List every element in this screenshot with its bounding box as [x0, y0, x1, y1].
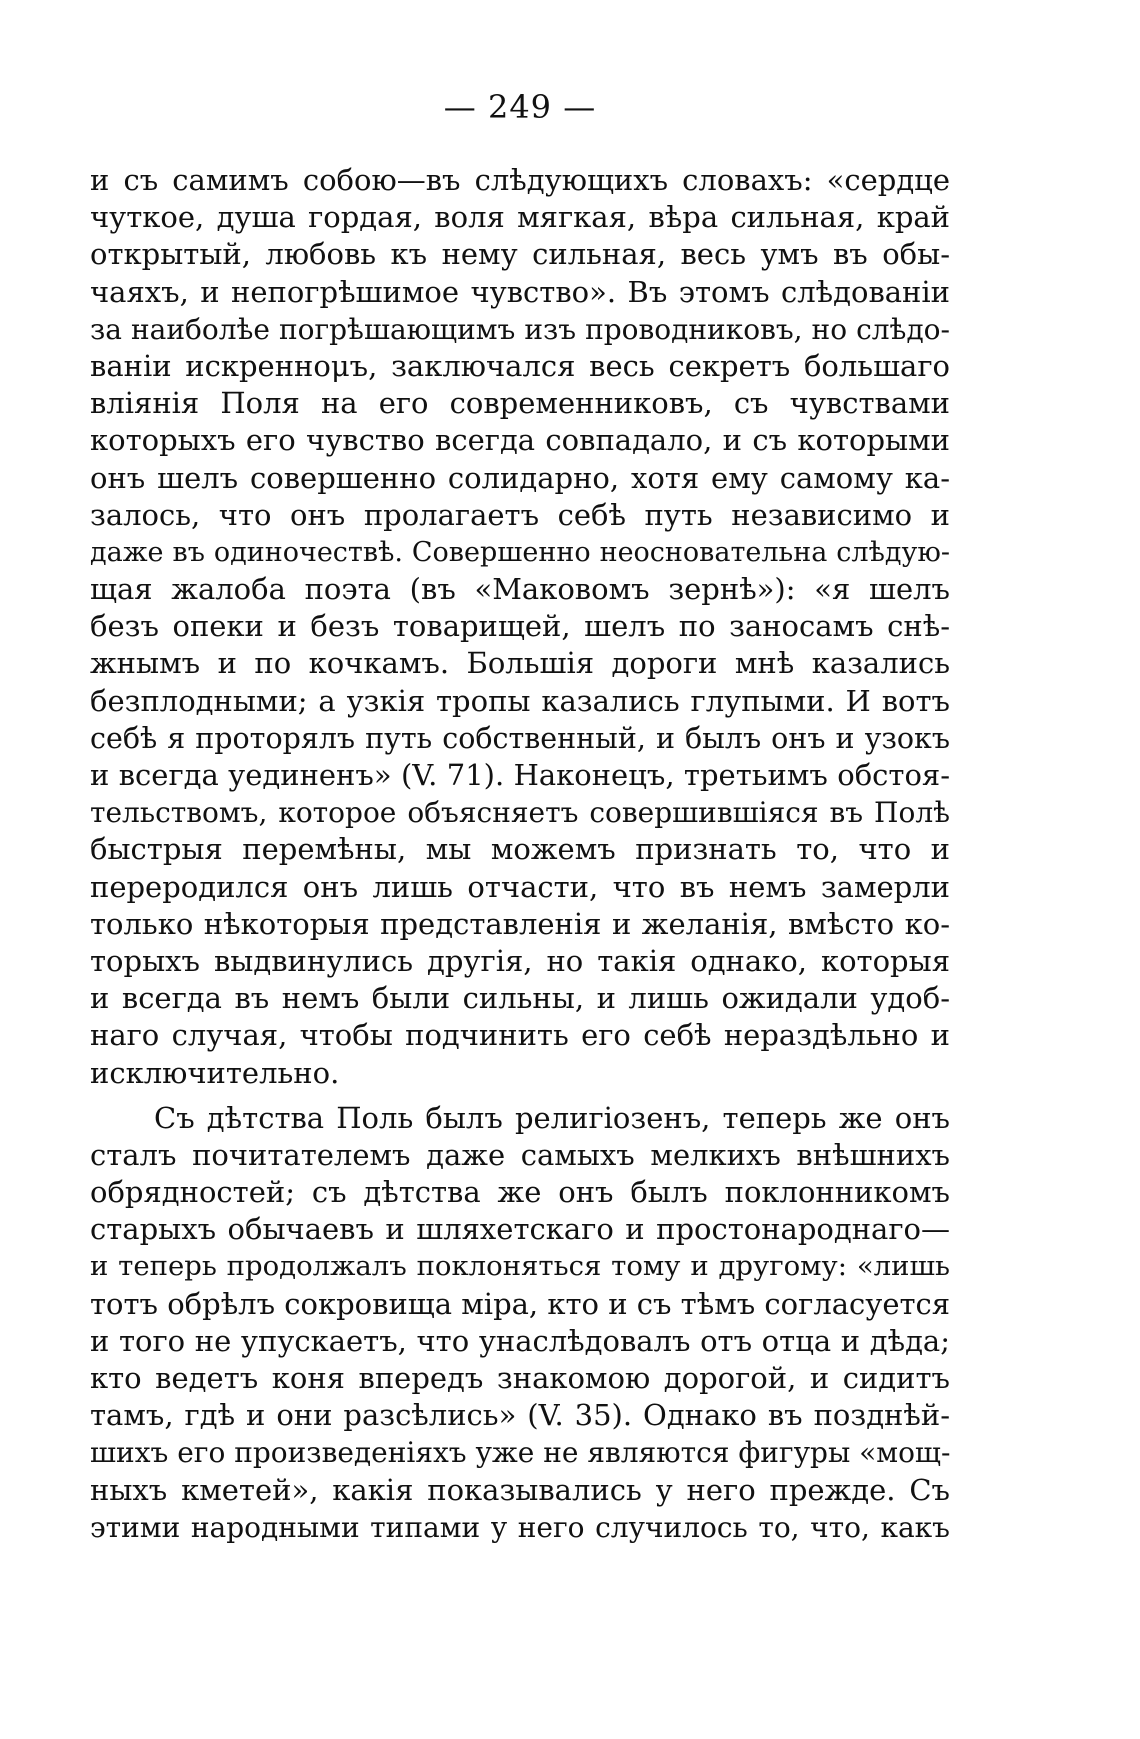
text-line: чуткое, душа гордая, воля мягкая, вѣра сильная, край: [90, 200, 950, 235]
text-line: тельствомъ, которое объясняетъ совершившіяся въ Полѣ: [90, 796, 950, 830]
book-page: [90, 0, 950, 1739]
body-text: [90, 162, 950, 1546]
text-line: вліянія Поля на его современниковъ, съ чувствами: [90, 386, 950, 421]
text-line: сталъ почитателемъ даже самыхъ мелкихъ внѣшнихъ: [90, 1137, 950, 1172]
text-line: чаяхъ, и непогрѣшимое чувство». Въ этомъ слѣдованіи: [90, 274, 950, 309]
text-line: переродился онъ лишь отчасти, что въ немъ замерли: [90, 869, 950, 904]
text-line: исключительно.: [90, 1055, 340, 1090]
text-line: торыхъ выдвинулись другія, но такія однако, которыя: [90, 943, 950, 978]
paragraph-gap: [90, 1092, 950, 1100]
text-line: себѣ я проторялъ путь собственный, и былъ онъ и узокъ: [90, 721, 950, 755]
text-line: наго случая, чтобы подчинить его себѣ нераздѣльно и: [90, 1018, 950, 1053]
paragraph-2: [90, 1100, 950, 1546]
text-line: и съ самимъ собою—въ слѣдующихъ словахъ: «сердце: [90, 163, 950, 197]
text-line: старыхъ обычаевъ и шляхетскаго и простонароднаго—: [90, 1212, 950, 1247]
text-line: онъ шелъ совершенно солидарно, хотя ему самому ка-: [90, 460, 950, 495]
text-line: за наиболѣе погрѣшающимъ изъ проводниковъ, но слѣдо-: [90, 312, 950, 346]
text-line: безплодными; а узкія тропы казались глупыми. И вотъ: [90, 683, 950, 718]
text-line: и того не упускаетъ, что унаслѣдовалъ отъ отца и дѣда;: [90, 1323, 950, 1358]
text-line: и всегда уединенъ» (V. 71). Наконецъ, третьимъ обстоя-: [90, 758, 950, 792]
text-line: обрядностей; съ дѣтства же онъ былъ поклонникомъ: [90, 1175, 950, 1210]
text-line: ныхъ кметей», какія показывались у него прежде. Съ: [90, 1472, 950, 1507]
paragraph-1: [90, 162, 950, 1092]
text-line: залось, что онъ пролагаетъ себѣ путь независимо и: [90, 497, 950, 532]
text-line: быстрыя перемѣны, мы можемъ признать то, что и: [90, 832, 950, 867]
page-number: — 249 —: [443, 88, 597, 126]
text-line: этими народными типами у него случилось то, что, какъ: [90, 1510, 950, 1544]
text-line: и всегда въ немъ были сильны, и лишь ожидали удоб-: [90, 981, 950, 1016]
text-line: Съ дѣтства Поль былъ религіозенъ, теперь же онъ: [154, 1100, 950, 1135]
text-line: которыхъ его чувство всегда совпадало, и съ которыми: [90, 423, 950, 458]
text-line: даже въ одиночествѣ. Совершенно неосновательна слѣдую-: [90, 536, 950, 568]
text-line: тамъ, гдѣ и они разсѣлись» (V. 35). Однако въ позднѣй-: [90, 1398, 950, 1433]
text-line: и теперь продолжалъ поклоняться тому и другому: «лишь: [90, 1250, 950, 1283]
text-line: ваніи искреннομъ, заключался весь секретъ большаго: [90, 348, 950, 383]
text-line: кто ведетъ коня впередъ знакомою дорогой, и сидитъ: [90, 1361, 950, 1395]
text-line: открытый, любовь къ нему сильная, весь умъ въ обы-: [90, 237, 950, 272]
text-line: жнымъ и по кочкамъ. Большія дороги мнѣ казались: [90, 646, 950, 681]
text-line: только нѣкоторыя представленія и желанія, вмѣсто ко-: [90, 906, 950, 941]
text-line: безъ опеки и безъ товарищей, шелъ по заносамъ снѣ-: [90, 609, 950, 644]
text-line: шихъ его произведеніяхъ уже не являются фигуры «мощ-: [90, 1436, 951, 1470]
text-line: щая жалоба поэта (въ «Маковомъ зернѣ»): «я шелъ: [90, 572, 950, 607]
text-line: тотъ обрѣлъ сокровища міра, кто и съ тѣмъ согласуется: [90, 1286, 951, 1321]
